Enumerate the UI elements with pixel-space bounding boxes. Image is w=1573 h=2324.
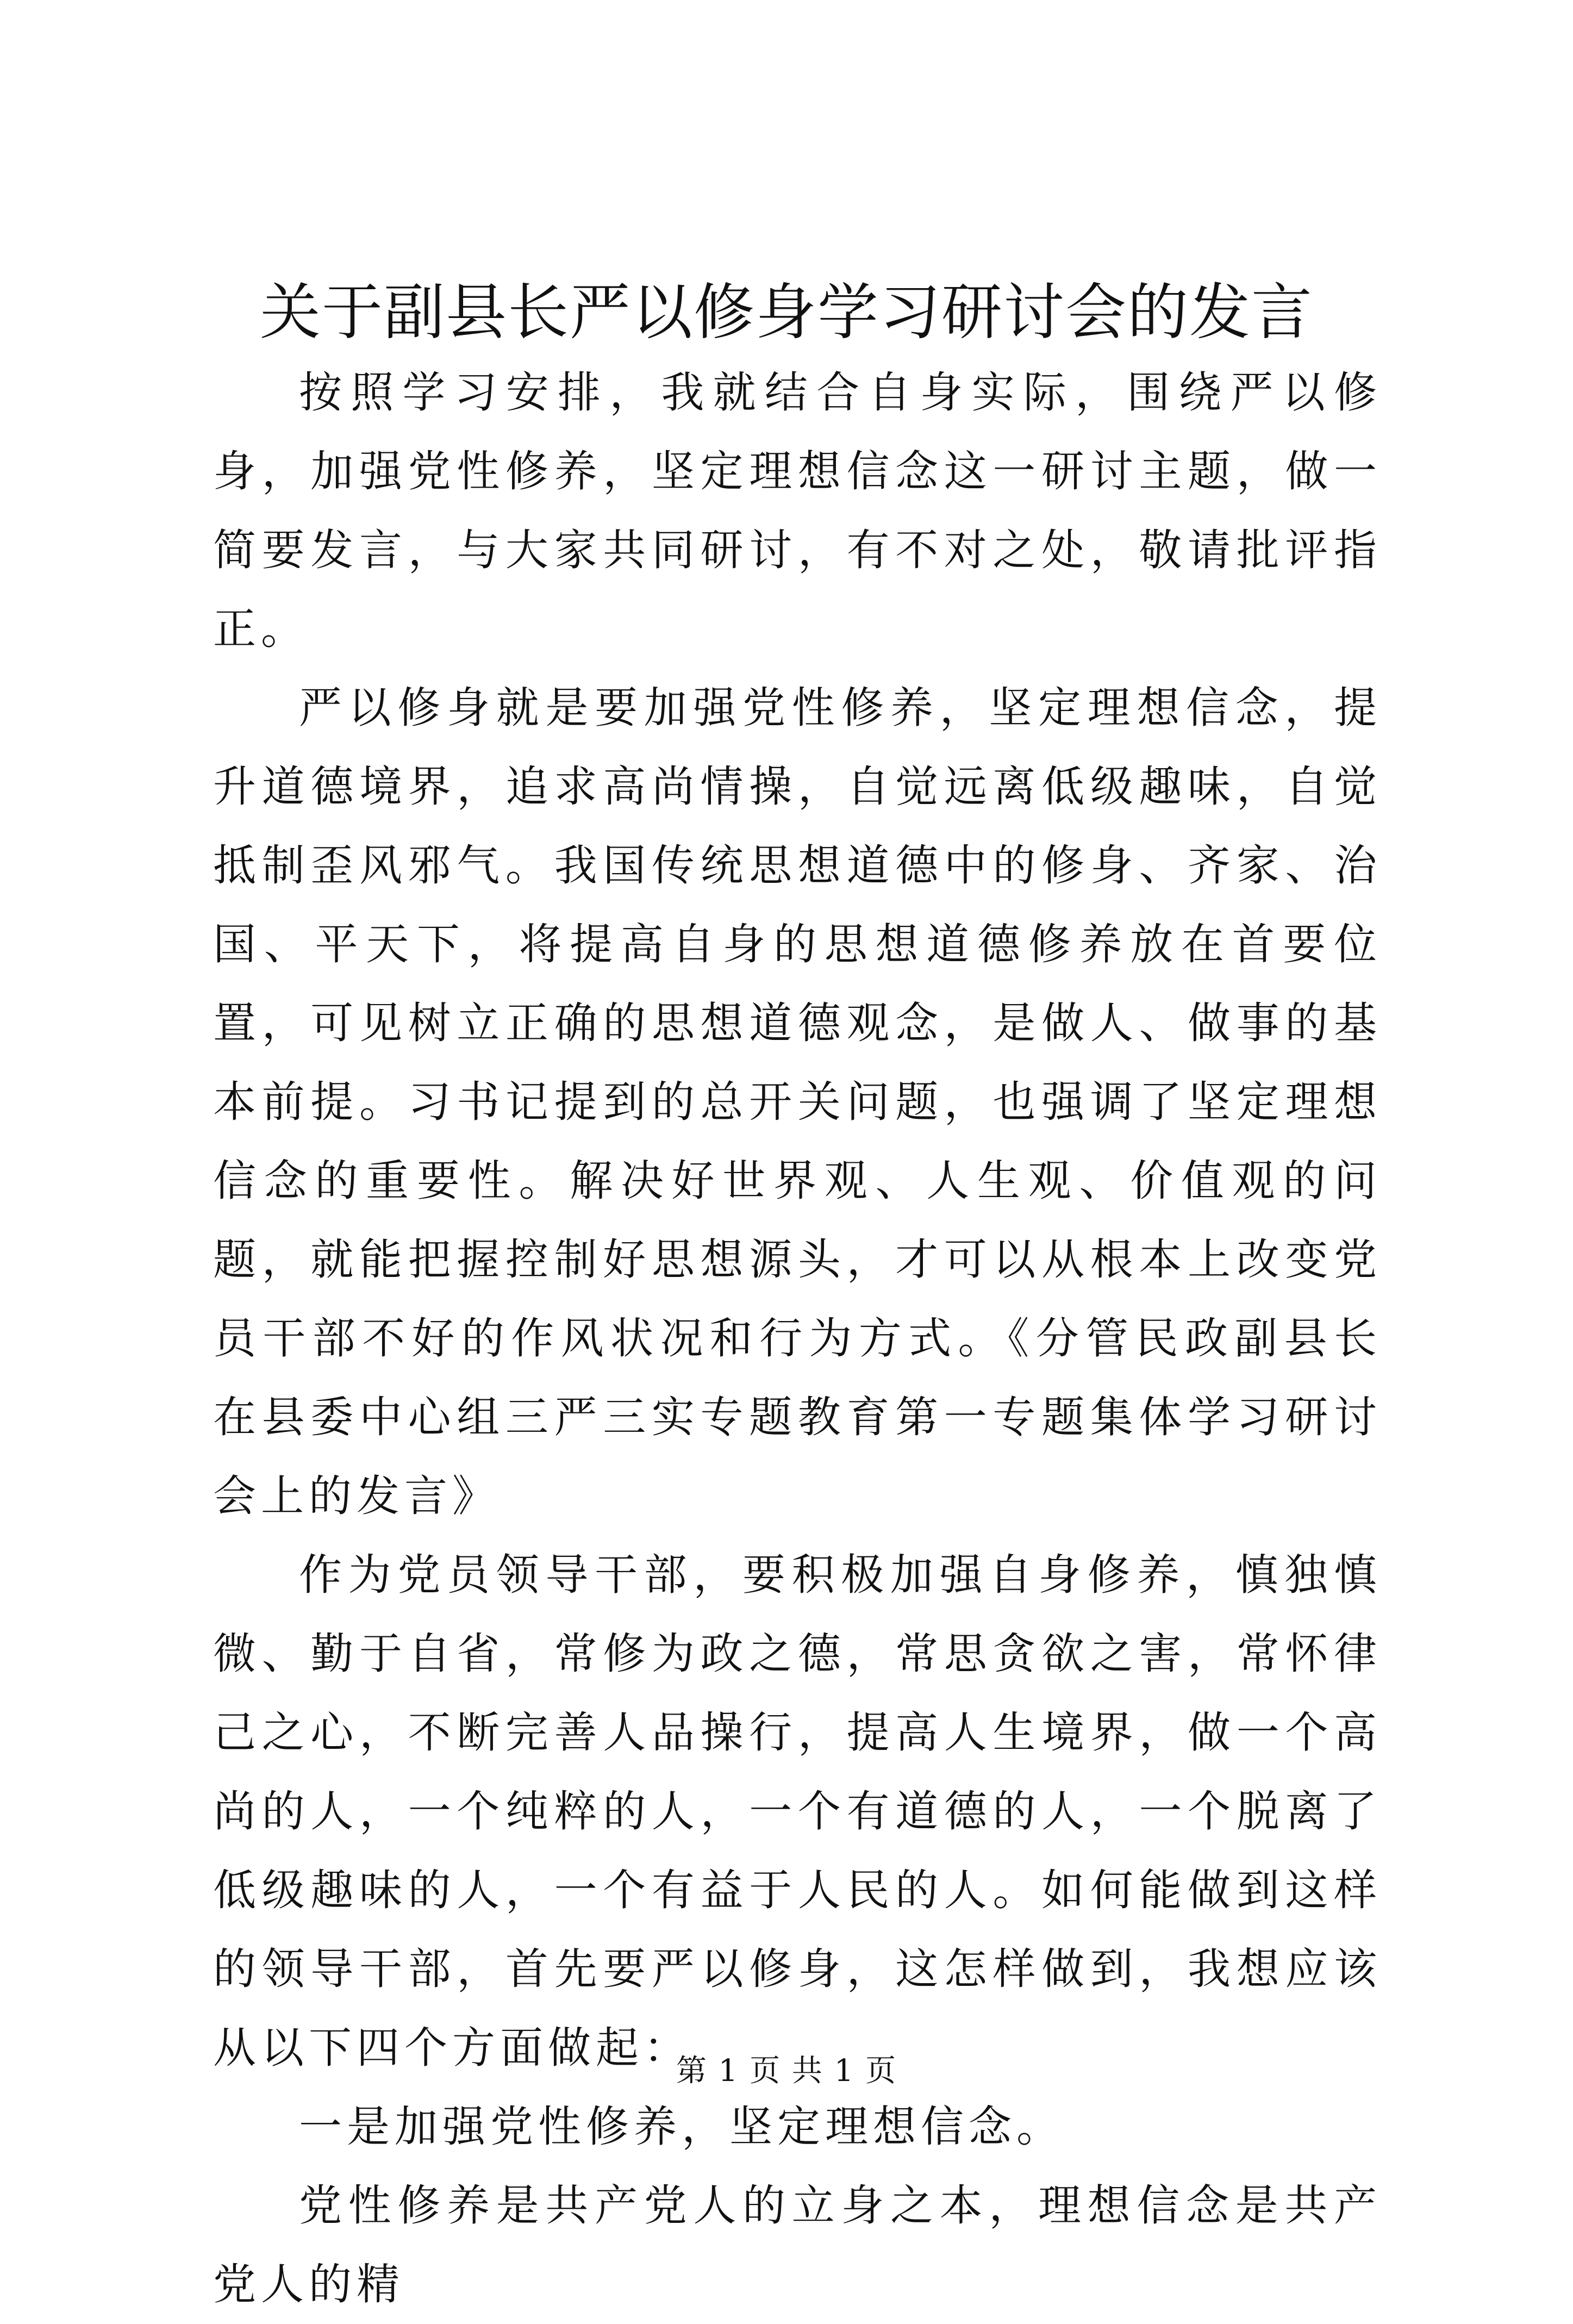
paragraph: 按照学习安排，我就结合自身实际，围绕严以修身，加强党性修养，坚定理想信念这一研讨主题，做一简要发言，与大家共同研讨，有不对之处，敬请批评指正。 <box>213 367 1382 654</box>
paragraph: 党性修养是共产党人的立身之本，理想信念是共产党人的精 <box>213 2180 1382 2309</box>
document-body <box>213 353 1382 2324</box>
paragraph: 作为党员领导干部，要积极加强自身修养，慎独慎微、勤于自省，常修为政之德，常思贪欲之害，常怀律己之心，不断完善人品操行，提高人生境界，做一个高尚的人，一个纯粹的人，一个有道德的人，一个脱离了低级趣味的人，一个有益于人民的人。如何能做到这样的领导干部，首先要严以修身，这怎样做到，我想应该从以下四个方面做起： <box>213 1550 1382 2073</box>
document-title: 关于副县长严以修身学习研讨会的发言 <box>260 277 1313 348</box>
paragraph: 一是加强党性修养，坚定理想信念。 <box>299 2102 1064 2152</box>
paragraph: 严以修身就是要加强党性修养，坚定理想信念，提升道德境界，追求高尚情操，自觉远离低级趣味，自觉抵制歪风邪气。我国传统思想道德中的修身、齐家、治国、平天下，将提高自身的思想道德修养放在首要位置，可见树立正确的思想道德观念，是做人、做事的基本前提。习书记提到的总开关问题，也强调了坚定理想信念的重要性。解决好世界观、人生观、价值观的问题，就能把握控制好思想源头，才可以从根本上改变党员干部不好的作风状况和行为方式。《分管民政副县长在县委中心组三严三实专题教育第一专题集体学习研讨会上的发言》 <box>213 683 1382 1521</box>
page-footer: 第 1 页 共 1 页 <box>676 2053 897 2089</box>
